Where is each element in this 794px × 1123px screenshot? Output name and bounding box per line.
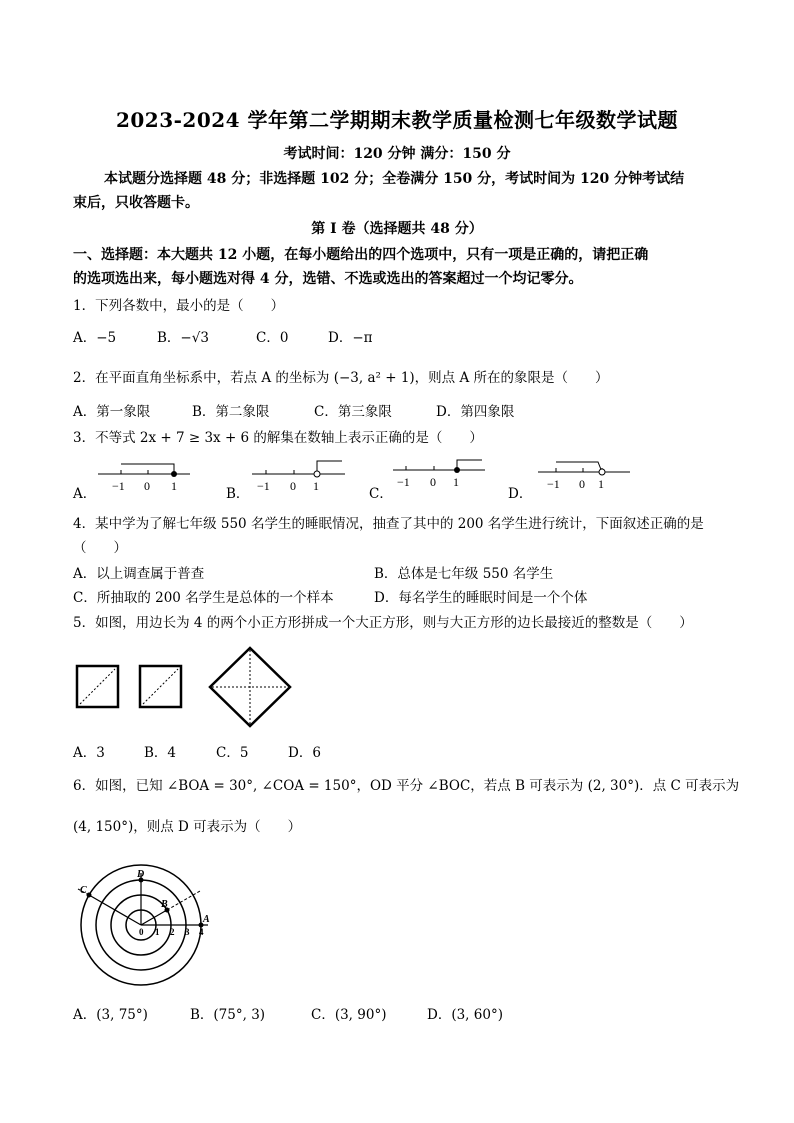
q6-option-a: A．(3, 75°)	[73, 1007, 148, 1023]
label-c: C	[80, 885, 87, 896]
exam-info: 考试时间：120 分钟 满分：150 分	[283, 146, 511, 162]
q2-stem: 2．在平面直角坐标系中，若点 A 的坐标为 (−3, a² + 1)，则点 A 所在的象限是（ ）	[73, 370, 609, 386]
intro-line-2: 束后，只收答题卡。	[73, 195, 199, 211]
q3-option-b: B．	[226, 486, 250, 502]
tick-0: 0	[290, 479, 296, 493]
q2-option-a: A．第一象限	[73, 404, 151, 420]
q1-option-c: C．0	[256, 330, 289, 346]
tick-1: 1	[171, 479, 177, 493]
q2-option-d: D．第四象限	[436, 404, 515, 420]
q5-option-d: D．6	[288, 745, 321, 761]
q4-stem-line-2: （ ）	[73, 540, 127, 556]
q4-option-b: B．总体是七年级 550 名学生	[374, 566, 554, 582]
q6-polar-figure	[60, 845, 230, 990]
q4-stem-line-1: 4．某中学为了解七年级 550 名学生的睡眠情况，抽查了其中的 200 名学生进行统计，下面叙述正确的是	[73, 516, 704, 532]
tick-neg1: −1	[547, 477, 560, 491]
tick-2: 2	[170, 927, 175, 937]
intro-line-1: 本试题分选择题 48 分；非选择题 102 分；全卷满分 150 分，考试时间为 120 分钟考试结	[104, 171, 685, 187]
tick-1: 1	[313, 479, 319, 493]
tick-neg1: −1	[397, 475, 410, 489]
q2-option-c: C．第三象限	[314, 404, 392, 420]
q6-option-c: C．(3, 90°)	[311, 1007, 387, 1023]
q3-stem: 3．不等式 2x + 7 ≥ 3x + 6 的解集在数轴上表示正确的是（ ）	[73, 430, 483, 446]
q3-option-a: A．	[73, 486, 97, 502]
label-b: B	[161, 899, 168, 910]
tick-0: 0	[579, 477, 585, 491]
q4-option-a: A．以上调查属于普查	[73, 566, 205, 582]
q2-option-b: B．第二象限	[192, 404, 270, 420]
number-line-c	[393, 460, 485, 489]
q5-squares-figure	[0, 640, 794, 735]
q5-option-a: A．3	[73, 745, 105, 761]
tick-0: 0	[430, 475, 436, 489]
q5-stem: 5．如图，用边长为 4 的两个小正方形拼成一个大正方形，则与大正方形的边长最接近的整数是（ ）	[73, 615, 693, 631]
tick-0: 0	[144, 479, 150, 493]
part-title: 第 I 卷（选择题共 48 分）	[311, 221, 483, 237]
q3-option-c: C．	[369, 486, 393, 502]
number-line-d	[538, 462, 630, 491]
q1-option-a: A．−5	[73, 330, 117, 346]
tick-neg1: −1	[257, 479, 270, 493]
q1-option-d: D．−π	[328, 330, 373, 346]
q5-option-c: C．5	[216, 745, 249, 761]
q4-option-d: D．每名学生的睡眠时间是一个个体	[374, 590, 588, 606]
q3-number-lines	[0, 450, 794, 500]
label-a: A	[203, 914, 210, 925]
section-instruction-line-2: 的选项选出来，每小题选对得 4 分，选错、不选或选出的答案超过一个均记零分。	[73, 271, 583, 287]
q3-option-d: D．	[508, 486, 533, 502]
q1-stem: 1．下列各数中，最小的是（ ）	[73, 298, 285, 314]
tick-neg1: −1	[112, 479, 125, 493]
q6-option-b: B．(75°, 3)	[190, 1007, 266, 1023]
tick-1: 1	[598, 477, 604, 491]
q5-option-b: B．4	[144, 745, 177, 761]
q1-option-b: B．−√3	[157, 330, 209, 346]
tick-0: 0	[139, 927, 144, 937]
label-d: D	[137, 869, 145, 880]
number-line-b	[252, 461, 345, 493]
number-line-a	[98, 464, 190, 493]
q4-option-c: C．所抽取的 200 名学生是总体的一个样本	[73, 590, 334, 606]
page-title: 2023-2024 学年第二学期期末教学质量检测七年级数学试题	[115, 108, 679, 132]
tick-3: 3	[185, 927, 190, 937]
tick-4: 4	[199, 927, 204, 937]
q6-stem-line-2: (4, 150°)，则点 D 可表示为（ ）	[73, 819, 302, 835]
section-instruction-line-1: 一、选择题：本大题共 12 小题，在每小题给出的四个选项中，只有一项是正确的，请把正确	[73, 247, 649, 263]
tick-1: 1	[155, 927, 160, 937]
q6-stem-line-1: 6．如图，已知 ∠BOA = 30°, ∠COA = 150°，OD 平分 ∠BOC，若点 B 可表示为 (2, 30°)．点 C 可表示为	[73, 778, 740, 794]
q6-option-d: D．(3, 60°)	[427, 1007, 503, 1023]
tick-1: 1	[453, 475, 459, 489]
